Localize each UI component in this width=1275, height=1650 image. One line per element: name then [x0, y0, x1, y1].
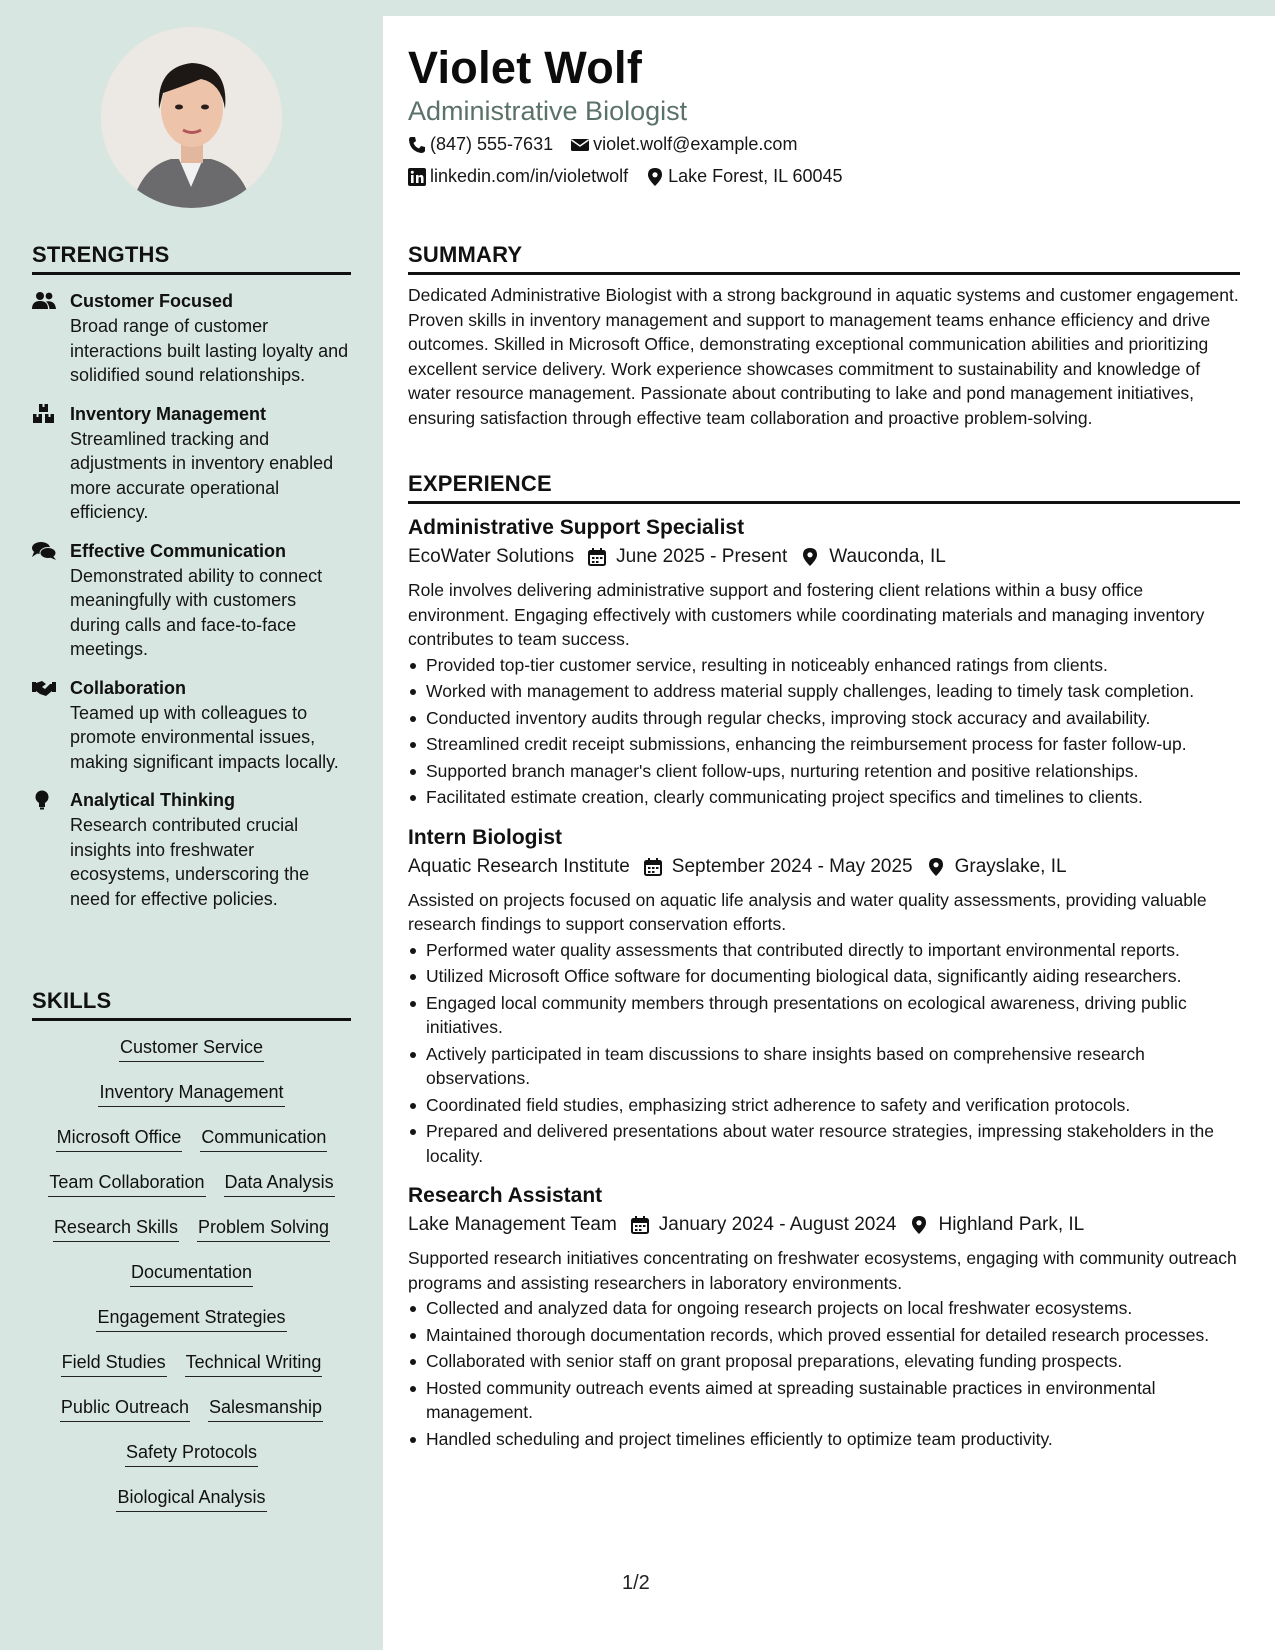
- job-bullet: Handled scheduling and project timelines efficiently to optimize team productivity.: [408, 1427, 1240, 1452]
- summary-section: [408, 242, 1240, 431]
- phone-text: (847) 555-7631: [430, 134, 554, 154]
- skill-tag: Research Skills: [53, 1215, 179, 1242]
- map-pin-icon: [927, 858, 945, 876]
- job-bullet: Streamlined credit receipt submissions, enhancing the reimbursement process for faster follow-up.: [408, 732, 1240, 757]
- linkedin-text: linkedin.com/in/violetwolf: [430, 166, 629, 186]
- job-bullet: Hosted community outreach events aimed at spreading sustainable practices in environmental management.: [408, 1376, 1240, 1425]
- job-dates: January 2024 - August 2024: [658, 1214, 897, 1235]
- contact-row-2: [408, 166, 843, 187]
- calendar-icon: [631, 1216, 649, 1234]
- calendar-icon: [588, 548, 606, 566]
- summary-text: Dedicated Administrative Biologist with a strong background in aquatic systems and customer engagement. Proven skills in inventory management and support to management teams enhance efficiency and drive outcomes. Skilled in Microsoft Office, demonstrating exceptional communication abilities and prioritizing excellent service delivery. Work experience showcases commitment to sustainability and knowledge of water resource management. Passionate about contributing to lake and pond management initiatives, ensuring satisfaction through effective team collaboration and proactive problem-solving.: [408, 285, 1239, 428]
- phone-contact[interactable]: [408, 134, 553, 155]
- job-title: Research Assistant: [408, 1184, 603, 1207]
- job-bullet: Conducted inventory audits through regular checks, improving stock accuracy and availability.: [408, 706, 1240, 731]
- job-bullet: Facilitated estimate creation, clearly communicating project specifics and timelines to clients.: [408, 785, 1240, 810]
- email-contact[interactable]: [571, 134, 797, 155]
- strength-description: Teamed up with colleagues to promote environmental issues, making significant impacts locally.: [70, 702, 339, 772]
- calendar-icon: [644, 858, 662, 876]
- skill-tag: Engagement Strategies: [96, 1305, 286, 1332]
- users-icon: [32, 289, 70, 388]
- job-bullet: Worked with management to address material supply challenges, leading to timely task completion.: [408, 679, 1240, 704]
- strength-description: Broad range of customer interactions built lasting loyalty and solidified sound relationships.: [70, 316, 349, 385]
- job-meta: [408, 542, 1240, 572]
- job-description: Supported research initiatives concentrating on freshwater ecosystems, engaging with community outreach programs and assisting researchers in laboratory environments.: [408, 1248, 1237, 1293]
- location-text: Lake Forest, IL 60045: [668, 166, 843, 186]
- job-description: Assisted on projects focused on aquatic life analysis and water quality assessments, providing valuable research findings to support conservation efforts.: [408, 889, 1207, 934]
- job-bullet: Coordinated field studies, emphasizing strict adherence to safety and verification protocols.: [408, 1093, 1240, 1118]
- strength-title: Customer Focused: [70, 291, 234, 311]
- job-company: Lake Management Team: [408, 1214, 617, 1235]
- strength-description: Streamlined tracking and adjustments in inventory enabled more accurate operational efficiency.: [70, 428, 334, 522]
- skill-tag: Public Outreach: [60, 1395, 190, 1422]
- job-title: Intern Biologist: [408, 825, 562, 849]
- skill-tag: Field Studies: [61, 1350, 167, 1377]
- job-entry: [408, 1182, 1240, 1451]
- skill-tag: Microsoft Office: [56, 1125, 183, 1152]
- skill-tag: Technical Writing: [185, 1350, 323, 1377]
- job-bullet: Engaged local community members through presentations on ecological awareness, driving public initiatives.: [408, 991, 1240, 1040]
- linkedin-contact[interactable]: [408, 166, 628, 187]
- strength-item: [32, 402, 351, 525]
- skill-tag: Communication: [200, 1125, 327, 1152]
- envelope-icon: [571, 136, 589, 154]
- job-location: Highland Park, IL: [938, 1214, 1085, 1235]
- skill-tag: Customer Service: [119, 1035, 264, 1062]
- map-pin-icon: [910, 1216, 928, 1234]
- job-bullet: Provided top-tier customer service, resulting in noticeably enhanced ratings from clients.: [408, 653, 1240, 678]
- lightbulb-icon: [32, 788, 70, 911]
- page-number: 1/2: [622, 1572, 650, 1594]
- strength-title: Effective Communication: [70, 540, 287, 561]
- candidate-role: Administrative Biologist: [408, 96, 688, 126]
- job-meta: [408, 852, 1240, 882]
- comments-icon: [32, 539, 70, 662]
- strength-item: [32, 539, 351, 662]
- summary-heading: SUMMARY: [408, 242, 1240, 275]
- skill-tag: Inventory Management: [98, 1080, 284, 1107]
- job-bullet: Actively participated in team discussions to share insights based on comprehensive research observations.: [408, 1042, 1240, 1091]
- job-bullet: Collected and analyzed data for ongoing research projects on local freshwater ecosystems.: [408, 1296, 1240, 1321]
- job-meta: [408, 1210, 1240, 1240]
- map-pin-icon: [646, 168, 664, 186]
- candidate-name: Violet Wolf: [408, 42, 643, 93]
- strength-title: Analytical Thinking: [70, 790, 236, 810]
- job-company: Aquatic Research Institute: [408, 855, 630, 877]
- job-description: Role involves delivering administrative support and fostering client relations within a busy office environment. Engaging effectively with customers while coordinating materials and managing inventory contributes to team success.: [408, 580, 1205, 649]
- skill-tag: Safety Protocols: [125, 1440, 258, 1467]
- skill-tag: Salesmanship: [208, 1395, 323, 1422]
- phone-icon: [408, 136, 426, 154]
- location-contact: [646, 166, 842, 187]
- strengths-section: [32, 242, 351, 911]
- skills-heading: SKILLS: [32, 988, 351, 1021]
- job-location: Wauconda, IL: [829, 546, 946, 567]
- skill-tag: Problem Solving: [197, 1215, 330, 1242]
- job-bullet: Supported branch manager's client follow-ups, nurturing retention and positive relationships.: [408, 759, 1240, 784]
- boxes-icon: [32, 402, 70, 525]
- job-bullet: Maintained thorough documentation records, which proved essential for detailed research processes.: [408, 1323, 1240, 1348]
- job-bullet: Utilized Microsoft Office software for documenting biological data, significantly aiding researchers.: [408, 964, 1240, 989]
- job-dates: September 2024 - May 2025: [671, 855, 913, 877]
- sidebar: [0, 0, 383, 1650]
- skills-section: [32, 988, 351, 1530]
- job-bullet: Prepared and delivered presentations about water resource strategies, impressing stakeholders in the locality.: [408, 1119, 1240, 1168]
- job-entry: [408, 514, 1240, 810]
- job-bullets: [408, 653, 1240, 810]
- job-company: EcoWater Solutions: [408, 546, 575, 567]
- strength-item: [32, 788, 351, 911]
- job-dates: June 2025 - Present: [616, 546, 788, 567]
- job-bullets: [408, 1296, 1240, 1451]
- contact-row-1: [408, 134, 797, 155]
- job-title: Administrative Support Specialist: [408, 516, 745, 539]
- skill-tag: Biological Analysis: [116, 1485, 266, 1512]
- job-entry: [408, 824, 1240, 1169]
- job-bullet: Collaborated with senior staff on grant proposal preparations, elevating funding prospects.: [408, 1349, 1240, 1374]
- profile-photo: [101, 27, 282, 208]
- strength-item: [32, 289, 351, 388]
- skill-tag: Data Analysis: [224, 1170, 335, 1197]
- main-content: [383, 16, 1275, 1650]
- handshake-icon: [32, 676, 70, 775]
- experience-section: [408, 471, 1240, 1453]
- job-bullet: Performed water quality assessments that contributed directly to important environmental reports.: [408, 938, 1240, 963]
- email-text: violet.wolf@example.com: [593, 134, 798, 154]
- job-location: Grayslake, IL: [954, 855, 1067, 877]
- strength-description: Demonstrated ability to connect meaningfully with customers during calls and face-to-face meetings.: [70, 565, 323, 659]
- strengths-heading: STRENGTHS: [32, 242, 351, 275]
- map-pin-icon: [801, 548, 819, 566]
- strength-title: Collaboration: [70, 677, 186, 698]
- job-bullets: [408, 938, 1240, 1169]
- strength-title: Inventory Management: [70, 403, 267, 424]
- experience-heading: EXPERIENCE: [408, 471, 1240, 504]
- skills-list: [32, 1035, 351, 1530]
- skill-tag: Documentation: [130, 1260, 253, 1287]
- strength-item: [32, 676, 351, 775]
- strength-description: Research contributed crucial insights into freshwater ecosystems, underscoring the need for effective policies.: [70, 815, 310, 909]
- linkedin-icon: [408, 168, 426, 186]
- skill-tag: Team Collaboration: [48, 1170, 205, 1197]
